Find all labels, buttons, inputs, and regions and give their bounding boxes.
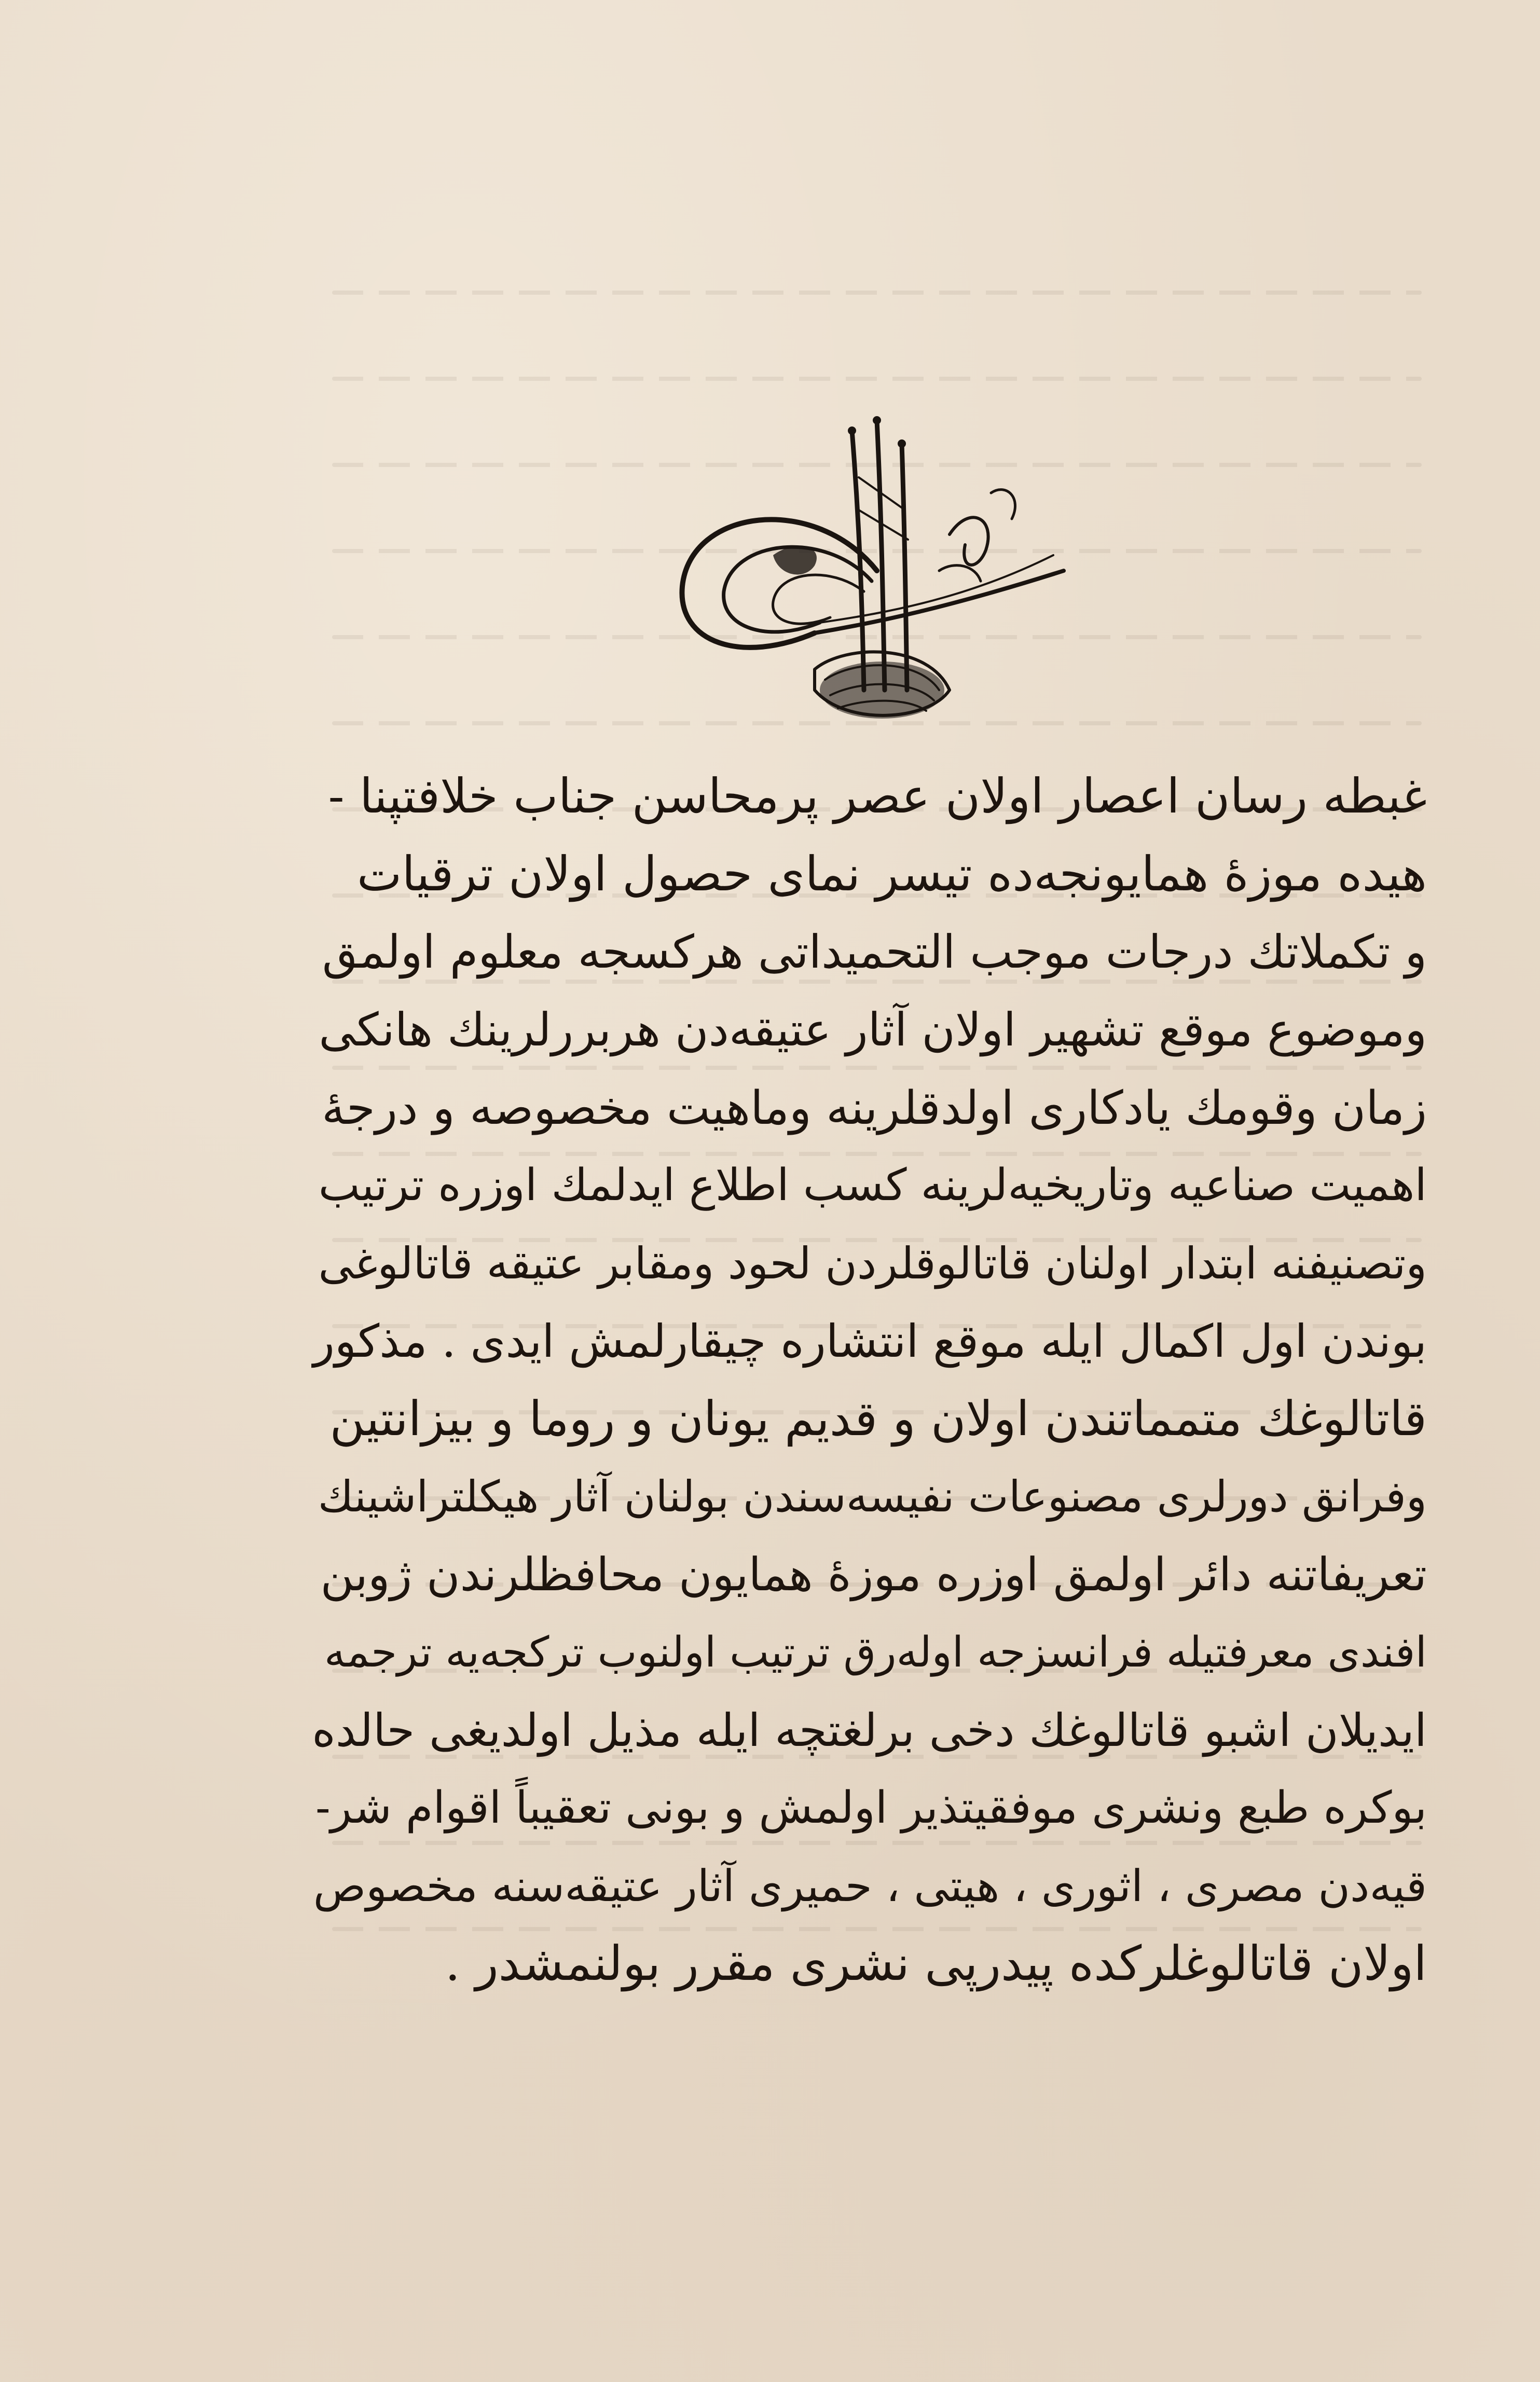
text-line: ایدیلان اشبو قاتالوغك دخی برلغتچه ایله مذیل اولدیغی حالده xyxy=(312,1704,1427,1757)
text-line: قاتالوغك متمماتندن اولان و قدیم یونان و روما و بیزانتین xyxy=(329,1391,1427,1447)
text-line: هیده موزهٔ همایونجه‌ده تیسر نمای حصول اولان ترقیات xyxy=(356,846,1427,902)
tughra-icon xyxy=(659,400,1074,737)
text-line: بوندن اول اکمال ایله موقع انتشاره چیقارلمش ایدی . مذکور xyxy=(312,1315,1427,1368)
body-text xyxy=(311,758,1427,2003)
text-line: اولان قاتالوغلرکده پیدرپی نشری مقرر بولنمشدر . xyxy=(445,1936,1427,1991)
text-line: قیه‌دن مصری ، اثوری ، هیتی ، حمیری آثار عتیقه‌سنه مخصوص xyxy=(313,1861,1427,1911)
text-line: بوکره طبع ونشری موفقیتذیر اولمش و بونی تعقیباً اقوام شر- xyxy=(315,1782,1427,1834)
text-line: تعریفاتنه دائر اولمق اوزره موزهٔ همایون محافظلرندن ژوبن xyxy=(320,1548,1427,1601)
text-line: وتصنیفنه ابتدار اولنان قاتالوقلردن لحود ومقابر عتیقه قاتالوغی xyxy=(318,1238,1427,1289)
text-line: زمان وقومك یادکاری اولدقلرینه وماهیت مخصوصه و درجهٔ xyxy=(322,1081,1427,1135)
text-line: غبطه رسان اعصار اولان عصر پرمحاسن جناب خلافتپنا - xyxy=(328,768,1427,824)
text-line: اهمیت صناعیه وتاریخیه‌لرینه کسب اطلاع ایدلمك اوزره ترتیب xyxy=(318,1160,1427,1211)
text-line: وفرانق دورلری مصنوعات نفیسه‌سندن بولنان آثار هیکلتراشینك xyxy=(318,1471,1427,1522)
text-line: وموضوع موقع تشهیر اولان آثار عتیقه‌دن هربررلرینك هانکی xyxy=(319,1003,1427,1056)
text-line: و تکملاتك درجات موجب التحمیداتی هرکسجه معلوم اولمق xyxy=(322,925,1427,979)
text-line: افندی معرفتیله فرانسزجه اوله‌رق ترتیب اولنوب ترکجه‌یه ترجمه xyxy=(324,1628,1427,1677)
